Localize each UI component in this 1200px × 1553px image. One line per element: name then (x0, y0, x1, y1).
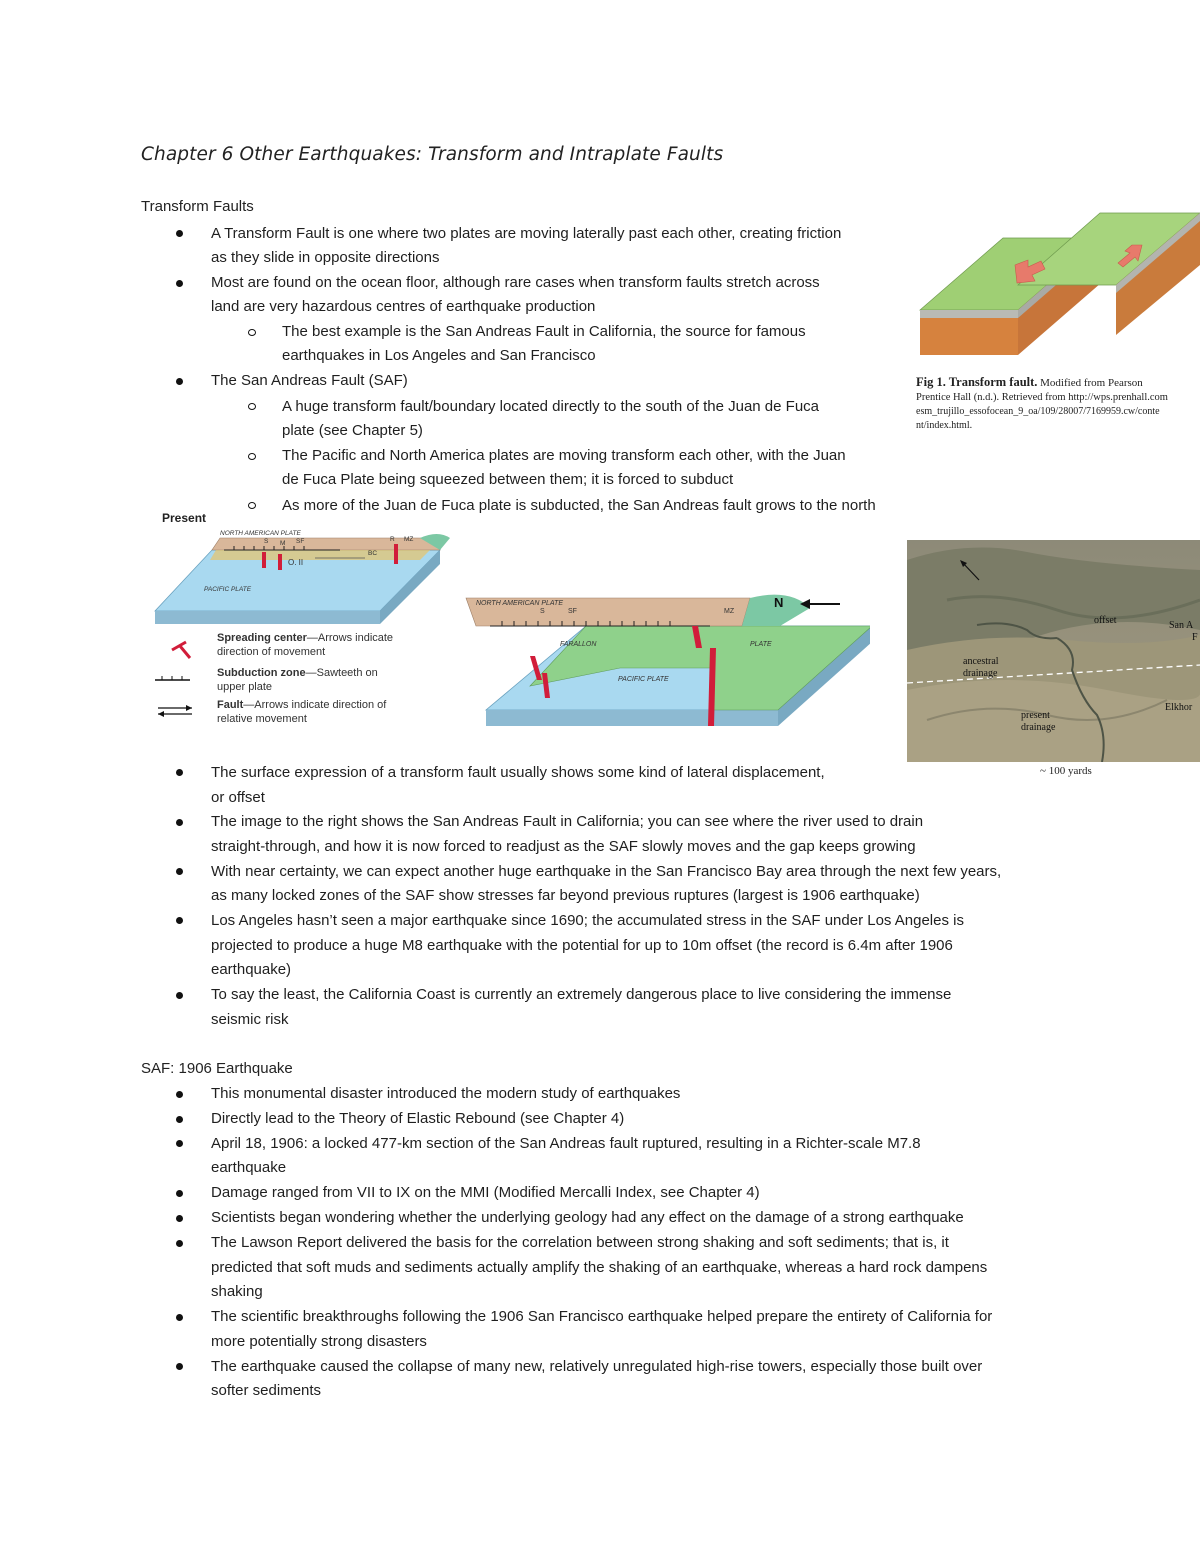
farallon-label: FARALLON (560, 641, 597, 648)
site-mark: BC (368, 550, 378, 557)
site-mark: O. II (288, 558, 304, 567)
list-item-text: The earthquake caused the collapse of many new, relatively unregulated high-rise towers, especially those built over (211, 1358, 983, 1375)
legend-desc: —Arrows indicate direction of (243, 699, 387, 711)
figure-plate-evolution (150, 508, 870, 730)
north-label: N (774, 595, 784, 610)
legend-desc: —Arrows indicate (306, 632, 394, 644)
bullet-dot (176, 1116, 183, 1123)
legend-desc: direction of movement (217, 646, 326, 658)
list-item-text: The Lawson Report delivered the basis for the correlation between strong shaking and soft sediments; that is, it (211, 1234, 949, 1251)
plate-label: PLATE (750, 641, 772, 648)
list-item-text: earthquakes in Los Angeles and San Francisco (282, 347, 596, 364)
list-item-text: A Transform Fault is one where two plates are moving laterally past each other, creating friction (211, 225, 842, 242)
ancestral-label: ancestral (963, 656, 999, 667)
list-item-text: softer sediments (211, 1382, 322, 1399)
site-mark: M (280, 540, 286, 547)
legend-desc: relative movement (217, 713, 307, 725)
list-item-text: straight-through, and how it is now forced to readjust as the SAF slowly moves and the gap keeps growing (211, 838, 916, 855)
site-mark: SF (296, 538, 305, 545)
bullet-dot (176, 819, 183, 826)
caption-text: Modified from Pearson (1037, 377, 1143, 389)
caption-bold: Fig 1. Transform fault. (916, 375, 1038, 389)
list-item-text: The Pacific and North America plates are moving transform each other, with the Juan (282, 447, 846, 464)
figure-aerial-photo (907, 540, 1200, 762)
list-item-text: or offset (211, 789, 265, 806)
caption-line: nt/index.html. (916, 420, 973, 431)
offset-label: offset (1094, 615, 1117, 626)
site-mark: SF (568, 608, 577, 615)
bullet-dot (176, 378, 183, 385)
caption-line: Prentice Hall (n.d.). Retrieved from http://wps.prenhall.com (916, 392, 1168, 403)
page-title: Chapter 6 Other Earthquakes: Transform and Intraplate Faults (141, 144, 724, 165)
section-heading-1906-earthquake: SAF: 1906 Earthquake (141, 1060, 293, 1077)
present-label: present (1021, 710, 1050, 721)
pacific-plate-label: PACIFIC PLATE (204, 586, 252, 593)
pacific-plate-label-2: PACIFIC PLATE (618, 676, 669, 683)
bullet-dot (176, 1091, 183, 1098)
list-item-text: Directly lead to the Theory of Elastic Rebound (see Chapter 4) (211, 1110, 625, 1127)
site-mark: R (390, 536, 395, 543)
legend-term: Subduction zone (217, 667, 306, 679)
list-item-text: With near certainty, we can expect another huge earthquake in the San Francisco Bay area through the next few years, (211, 863, 1002, 880)
list-item-text: The best example is the San Andreas Fault in California, the source for famous (282, 323, 806, 340)
bullet-dot (176, 280, 183, 287)
site-mark: S (540, 608, 545, 615)
list-item-text: more potentially strong disasters (211, 1333, 427, 1350)
list-item-text: as they slide in opposite directions (211, 249, 440, 266)
sub-bullet-circle (248, 329, 256, 336)
list-item-text: shaking (211, 1283, 263, 1300)
bullet-dot (176, 917, 183, 924)
list-item-text: As more of the Juan de Fuca plate is subducted, the San Andreas fault grows to the north (282, 497, 876, 514)
list-item-text: earthquake) (211, 961, 292, 978)
list-item-text: plate (see Chapter 5) (282, 422, 423, 439)
list-item-text: April 18, 1906: a locked 477-km section of the San Andreas fault ruptured, resulting in a Richter-scale M7.8 (211, 1135, 921, 1152)
list-item-text: Los Angeles hasn’t seen a major earthquake since 1690; the accumulated stress in the SAF under Los Angeles is (211, 912, 964, 929)
fault-label: F (1192, 632, 1198, 643)
list-item-text: projected to produce a huge M8 earthquake with the potential for up to 10m offset (the record is 6.4m after 1906 (211, 937, 953, 954)
bullet-dot (176, 992, 183, 999)
legend-desc: —Sawteeth on (305, 667, 378, 679)
legend-term: Fault (217, 699, 244, 711)
site-mark: MZ (404, 536, 414, 543)
drainage-label: drainage (1021, 722, 1056, 733)
list-item-text: The San Andreas Fault (SAF) (211, 372, 408, 389)
list-item-text: earthquake (211, 1159, 287, 1176)
bullet-dot (176, 1215, 183, 1222)
drainage-label: drainage (963, 668, 998, 679)
bullet-dot (176, 230, 183, 237)
legend-term: Spreading center (217, 632, 307, 644)
list-item-text: Most are found on the ocean floor, although rare cases when transform faults stretch across (211, 274, 820, 291)
list-item-text: land are very hazardous centres of earthquake production (211, 298, 596, 315)
bullet-dot (176, 1240, 183, 1247)
list-item-text: A huge transform fault/boundary located directly to the south of the Juan de Fuca (282, 398, 819, 415)
site-mark: S (264, 538, 269, 545)
bullet-dot (176, 1314, 183, 1321)
bullet-dot (176, 1140, 183, 1147)
bullet-dot (176, 769, 183, 776)
legend-spreading-center (217, 632, 393, 644)
list-item-text: The scientific breakthroughs following the 1906 San Francisco earthquake helped prepare the entirety of California for (211, 1308, 993, 1325)
list-item-text: as many locked zones of the SAF show stresses far beyond previous ruptures (largest is 1906 earthquake) (211, 887, 920, 904)
figure-transform-fault-block (918, 205, 1200, 365)
list-item-text: This monumental disaster introduced the modern study of earthquakes (211, 1085, 681, 1102)
list-item-text: The surface expression of a transform fault usually shows some kind of lateral displacement, (211, 764, 825, 781)
na-plate-label-2: NORTH AMERICAN PLATE (476, 600, 563, 607)
sub-bullet-circle (248, 403, 256, 410)
elkhorn-label: Elkhor (1165, 702, 1193, 713)
na-plate-label: NORTH AMERICAN PLATE (220, 530, 301, 537)
figure-1-caption (916, 375, 1143, 390)
list-item-text: Damage ranged from VII to IX on the MMI (Modified Mercalli Index, see Chapter 4) (211, 1184, 760, 1201)
scale-label: ~ 100 yards (1040, 765, 1092, 777)
sub-bullet-circle (248, 453, 256, 460)
caption-line: esm_trujillo_essofocean_9_oa/109/28007/7169959.cw/conte (916, 406, 1160, 417)
list-item-text: predicted that soft muds and sediments actually amplify the shaking of an earthquake, whereas a hard rock dampens (211, 1259, 988, 1276)
legend-desc: upper plate (217, 681, 273, 693)
section-heading-transform-faults: Transform Faults (141, 198, 254, 215)
list-item-text: seismic risk (211, 1011, 289, 1028)
legend-fault (217, 699, 386, 711)
list-item-text: The image to the right shows the San Andreas Fault in California; you can see where the river used to drain (211, 813, 924, 830)
list-item-text: de Fuca Plate being squeezed between them; it is forced to subduct (282, 471, 734, 488)
list-item-text: To say the least, the California Coast is currently an extremely dangerous place to live considering the immense (211, 986, 952, 1003)
bullet-dot (176, 868, 183, 875)
site-mark: MZ (724, 608, 735, 615)
list-item-text: Scientists began wondering whether the underlying geology had any effect on the damage of a strong earthquake (211, 1209, 964, 1226)
bullet-dot (176, 1190, 183, 1197)
san-andreas-label: San A (1169, 620, 1194, 631)
bullet-dot (176, 1363, 183, 1370)
present-label: Present (162, 511, 207, 525)
legend-subduction-zone (217, 667, 378, 679)
